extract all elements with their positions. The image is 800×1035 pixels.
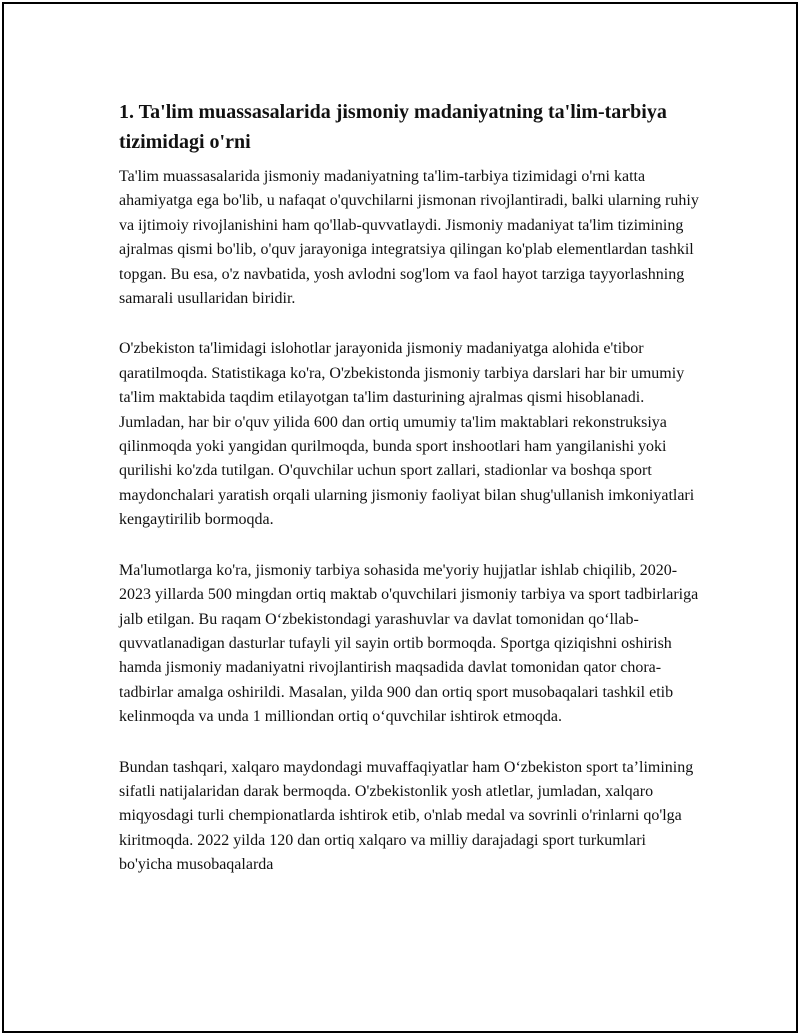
paragraph-2: O'zbekiston ta'limidagi islohotlar jarayonida jismoniy madaniyatga alohida e'tibor qaratilmoqda. Statistikaga ko'ra, O'zbekistonda jismoniy tarbiya darslari har bir umumiy ta'lim maktabida taqdim etilayotgan ta'lim dasturining ajralmas qismi hisoblanadi. Jumladan, har bir o'quv yilida 600 dan ortiq umumiy ta'lim maktablari rekonstruksiya qilinmoqda yoki yangidan qurilmoqda, bunda sport inshootlari ham yangilanishi yoki qurilishi ko'zda tutilgan. O'quvchilar uchun sport zallari, stadionlar va boshqa sport maydonchalari yaratish orqali ularning jismoniy faoliyat bilan shug'ullanish imkoniyatlari kengaytirilib bormoqda. xyxy=(119,340,695,529)
document-body xyxy=(119,97,699,904)
paragraph-3: Ma'lumotlarga ko'ra, jismoniy tarbiya sohasida me'yoriy hujjatlar ishlab chiqilib, 2020-2023 yillarda 500 mingdan ortiq maktab o'quvchilari jismoniy tarbiya va sport tadbirlariga jalb etilgan. Bu raqam O‘zbekistondagi yarashuvlar va davlat tomonidan qo‘llab-quvvatlanadigan dasturlar tufayli yil sayin ortib bormoqda. Sportga qiziqishni oshirish hamda jismoniy madaniyatni rivojlantirish maqsadida davlat tomonidan qator chora-tadbirlar amalga oshirildi. Masalan, yilda 900 dan ortiq sport musobaqalari tashkil etib kelinmoqda va unda 1 milliondan ortiq o‘quvchilar ishtirok etmoqda. xyxy=(119,561,699,726)
paragraph-1: Ta'lim muassasalarida jismoniy madaniyatning ta'lim-tarbiya tizimidagi o'rni katta ahamiyatga ega bo'lib, u nafaqat o'quvchilarni jismonan rivojlantiradi, balki ularning ruhiy va ijtimoiy rivojlanishini ham qo'llab-quvvatlaydi. Jismoniy madaniyat ta'lim tizimining ajralmas qismi bo'lib, o'quv jarayoniga integratsiya qilingan ko'plab elementlardan tashkil topgan. Bu esa, o'z navbatida, yosh avlodni sog'lom va faol hayot tarziga tayyorlashning samarali usullaridan biridir. xyxy=(119,168,699,308)
document-page xyxy=(2,2,798,1033)
section-heading: 1. Ta'lim muassasalarida jismoniy madaniyatning ta'lim-tarbiya tizimidagi o'rni xyxy=(119,101,667,153)
paragraph-4: Bundan tashqari, xalqaro maydondagi muvaffaqiyatlar ham O‘zbekiston sport ta’limining sifatli natijalaridan darak bermoqda. O'zbekistonlik yosh atletlar, jumladan, xalqaro miqyosdagi turli chempionatlarda ishtirok etib, o'nlab medal va sovrinli o'rinlarni qo'lga kiritmoqda. 2022 yilda 120 dan ortiq xalqaro va milliy darajadagi sport turkumlari bo'yicha musobaqalarda xyxy=(119,758,694,874)
